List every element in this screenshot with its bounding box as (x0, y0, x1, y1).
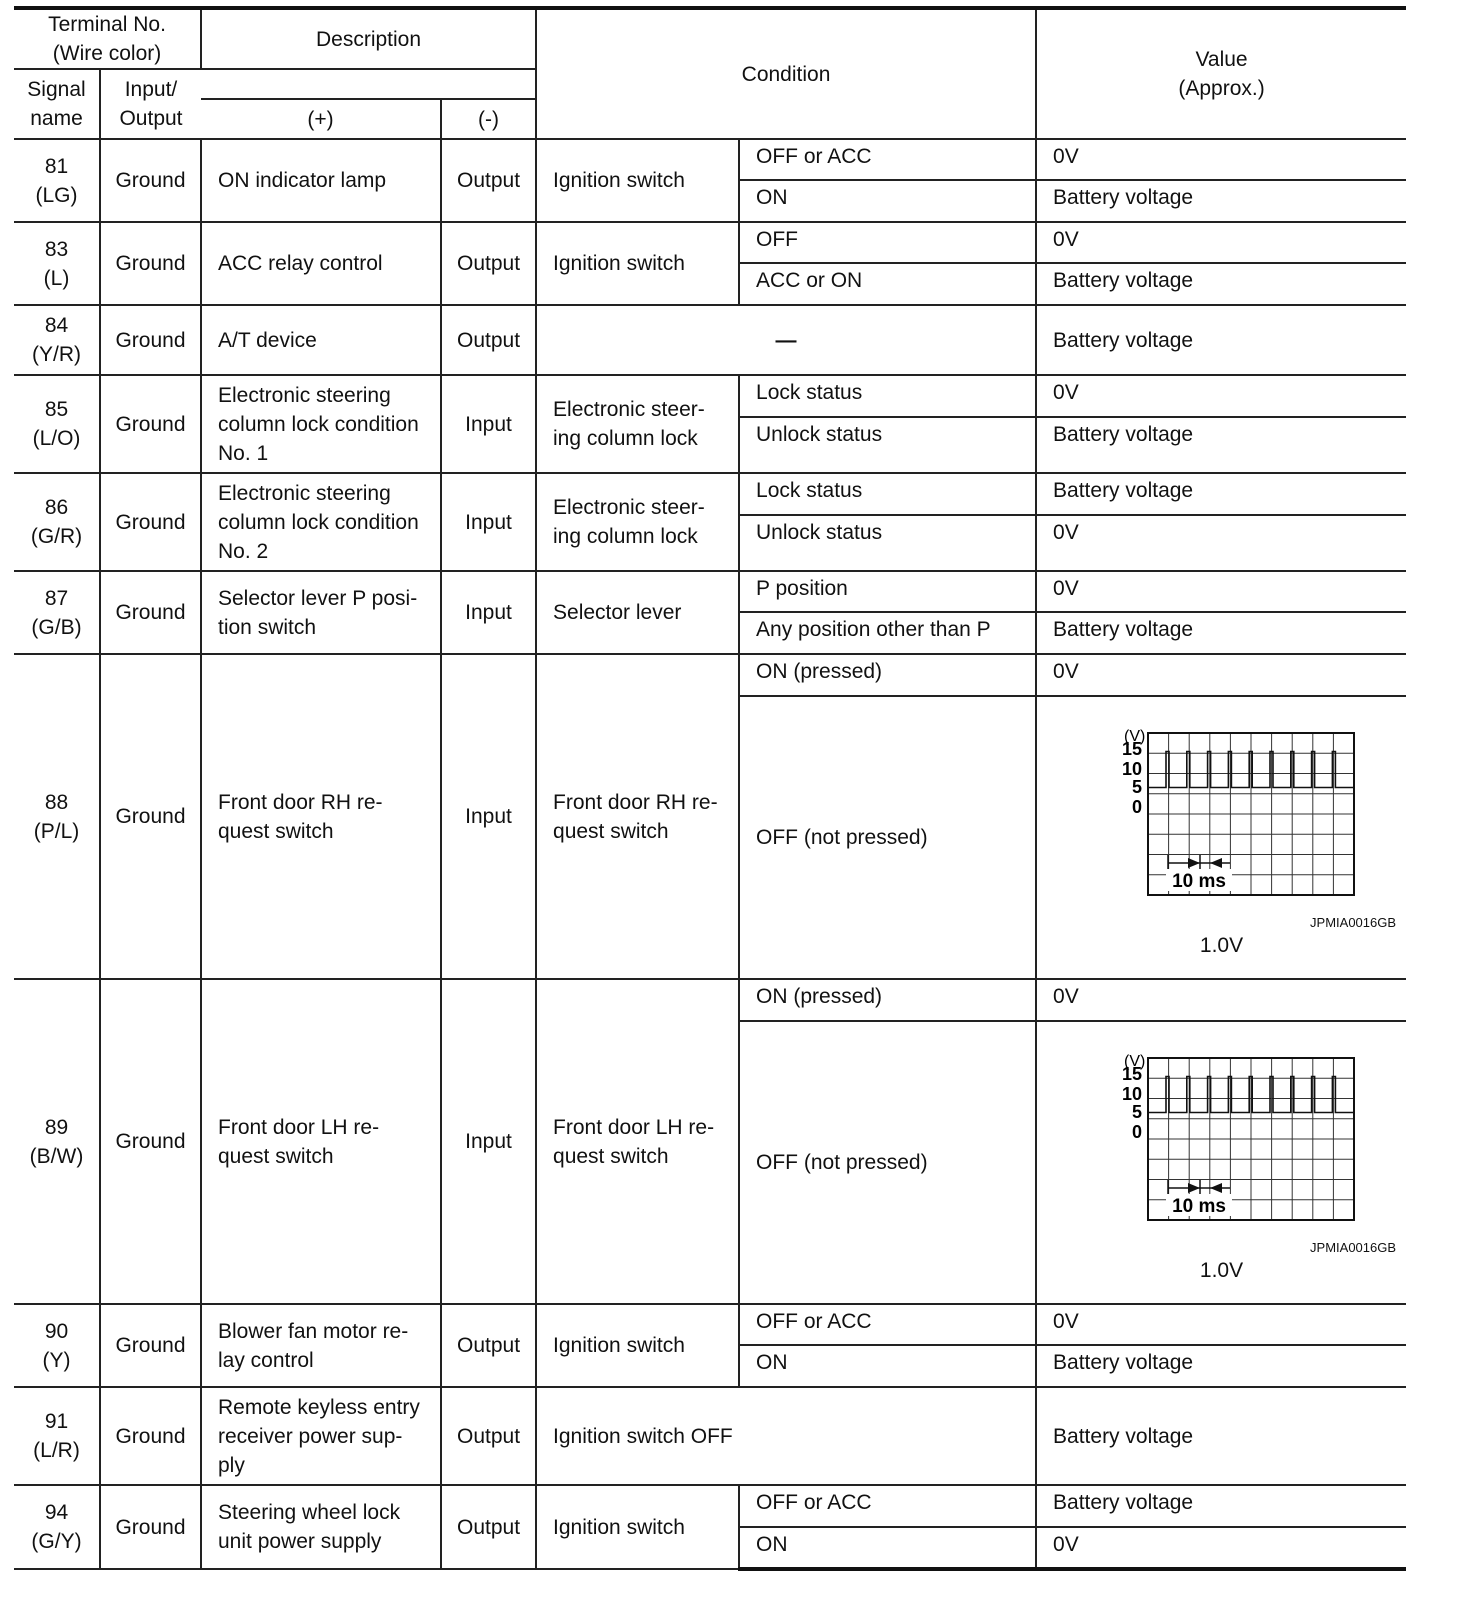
signal-name-line: Steering wheel lock (218, 1501, 401, 1524)
header-description: Description (201, 8, 536, 69)
value: Battery voltage (1036, 612, 1406, 654)
scope-unit-label: (V) (1123, 1053, 1145, 1070)
scope-tick-label: 5 (1131, 777, 1142, 797)
condition-state: OFF (not pressed) (739, 1021, 1036, 1304)
signal-name-line: receiver power sup- (218, 1424, 403, 1448)
scope-tick-label: 0 (1131, 1122, 1142, 1142)
terminal-cell (14, 1387, 100, 1485)
wire-color: (LG) (35, 183, 78, 207)
wire-color: (L/O) (32, 427, 81, 450)
terminal-cell (14, 979, 100, 1304)
scope-tick-label: 5 (1131, 1102, 1142, 1122)
figure-code: JPMIA0016GB (1310, 915, 1397, 930)
terminal-number: 94 (44, 1501, 69, 1524)
input-output: Output (441, 222, 536, 305)
table-row (14, 375, 1406, 417)
terminal-cell (14, 571, 100, 654)
header-minus-label: (-) (441, 99, 536, 139)
value: 0V (1036, 375, 1406, 417)
terminal-number: 83 (44, 237, 69, 261)
condition (536, 375, 739, 473)
minus-terminal: Ground (100, 1485, 201, 1569)
input-output: Input (441, 571, 536, 654)
header-condition: Condition (536, 8, 1036, 139)
wire-color: (G/R) (30, 525, 83, 548)
input-output: Input (441, 473, 536, 571)
scope-unit-label: (V) (1123, 728, 1145, 745)
terminal-cell (14, 139, 100, 222)
header-io-line2: Output (119, 107, 183, 130)
table-row (14, 1485, 1406, 1527)
signal-name-line: Selector lever P posi- (218, 586, 418, 610)
condition-state: ON (pressed) (739, 979, 1036, 1021)
terminal-number: 84 (44, 314, 69, 337)
wire-color: (Y/R) (32, 343, 81, 366)
wire-color: (L/R) (33, 1439, 80, 1462)
wire-color: (Y) (42, 1348, 71, 1372)
condition-state: Any position other than P (739, 612, 1036, 654)
figure-code: JPMIA0016GB (1310, 1240, 1397, 1255)
table-row (14, 222, 1406, 263)
table-row (14, 1387, 1406, 1485)
time-arrow-right (1188, 858, 1200, 868)
header-terminal-no: Terminal No. (48, 13, 166, 36)
terminal-cell (14, 305, 100, 375)
condition (536, 979, 739, 1304)
condition: Ignition switch (536, 222, 739, 305)
condition-state: ON (pressed) (739, 654, 1036, 696)
table-row (14, 1304, 1406, 1345)
scope-tick-label: 10 (1121, 1084, 1142, 1104)
value: Battery voltage (1036, 180, 1406, 222)
wire-color: (G/B) (31, 615, 82, 639)
value: 0V (1036, 979, 1406, 1021)
minus-terminal: Ground (100, 654, 201, 979)
input-output: Output (441, 1304, 536, 1387)
signal-name-line: No. 2 (218, 539, 269, 563)
signal-name-line: ply (218, 1453, 245, 1477)
input-output: Output (441, 1387, 536, 1485)
input-output: Output (441, 305, 536, 375)
input-output: Output (441, 139, 536, 222)
signal-name (201, 1485, 441, 1569)
signal-name-line: quest switch (218, 819, 334, 843)
header-terminal (14, 8, 201, 69)
signal-name-line: Front door LH re- (218, 1115, 380, 1139)
condition-state: OFF or ACC (739, 1485, 1036, 1527)
condition: — (536, 305, 1036, 375)
minus-terminal: Ground (100, 473, 201, 571)
terminal-cell (14, 375, 100, 473)
condition-line: Electronic steer- (553, 496, 705, 519)
wire-color: (L) (43, 266, 70, 290)
time-arrow-right (1188, 1183, 1200, 1193)
header-value-line2: (Approx.) (1178, 77, 1265, 100)
table-row (14, 571, 1406, 612)
scope-tick-label: 0 (1131, 797, 1142, 817)
terminal-number: 86 (44, 496, 69, 519)
minus-terminal: Ground (100, 375, 201, 473)
signal-name-line: Electronic steering (218, 481, 391, 505)
terminal-cell (14, 222, 100, 305)
value: 0V (1036, 1527, 1406, 1569)
wire-color: (B/W) (29, 1144, 84, 1168)
table-header (14, 8, 1406, 139)
terminal-number: 89 (44, 1115, 69, 1139)
input-output: Input (441, 654, 536, 979)
condition-state: ON (739, 1345, 1036, 1387)
condition-state: Lock status (739, 375, 1036, 417)
condition-state: Lock status (739, 473, 1036, 515)
signal-name-line: Blower fan motor re- (218, 1319, 409, 1343)
value: Battery voltage (1036, 263, 1406, 305)
minus-terminal: Ground (100, 305, 201, 375)
header-input-output (100, 69, 201, 139)
table-row (14, 979, 1406, 1021)
signal-name-line: Electronic steering (218, 383, 391, 407)
time-label: 10 ms (1171, 871, 1226, 892)
signal-name (201, 473, 441, 571)
condition: Ignition switch (536, 1304, 739, 1387)
terminal-number: 91 (44, 1410, 69, 1433)
table-row (14, 473, 1406, 515)
condition-line: ing column lock (553, 427, 698, 450)
minus-terminal: Ground (100, 1387, 201, 1485)
terminal-number: 90 (44, 1319, 69, 1343)
condition (536, 473, 739, 571)
time-arrow-left (1210, 1183, 1222, 1193)
value: 0V (1036, 515, 1406, 571)
wire-color: (P/L) (33, 819, 80, 843)
scope-tick-label: 15 (1121, 1064, 1142, 1084)
table-row (14, 139, 1406, 180)
signal-name: ACC relay control (201, 222, 441, 305)
signal-name (201, 571, 441, 654)
header-wire-color: (Wire color) (52, 42, 162, 65)
condition-state: OFF or ACC (739, 1304, 1036, 1345)
condition-line: quest switch (553, 819, 669, 843)
signal-name: ON indicator lamp (201, 139, 441, 222)
signal-name-line: unit power supply (218, 1530, 382, 1553)
signal-name (201, 979, 441, 1304)
signal-name-line: Front door RH re- (218, 790, 383, 814)
condition: Selector lever (536, 571, 739, 654)
condition-state: OFF or ACC (739, 139, 1036, 180)
signal-name (201, 1387, 441, 1485)
time-arrow-left (1210, 858, 1222, 868)
terminal-number: 87 (44, 586, 69, 610)
signal-name-line: No. 1 (218, 441, 269, 465)
signal-name-line: column lock condition (218, 412, 419, 436)
table-row (14, 305, 1406, 375)
condition-state: Unlock status (739, 417, 1036, 473)
signal-name-line: quest switch (218, 1144, 334, 1168)
signal-name (201, 1304, 441, 1387)
header-signal-name: Signal name (14, 69, 100, 139)
minus-terminal: Ground (100, 979, 201, 1304)
condition-state: OFF (739, 222, 1036, 263)
input-output: Input (441, 979, 536, 1304)
signal-name-line: column lock condition (218, 510, 419, 534)
condition (536, 654, 739, 979)
condition-line: quest switch (553, 1144, 669, 1168)
terminal-cell (14, 654, 100, 979)
value (1036, 1021, 1406, 1304)
scope-value: 1.0V (1199, 1259, 1244, 1282)
condition-state: ON (739, 180, 1036, 222)
condition-line: ing column lock (553, 525, 698, 548)
terminal-cell (14, 1485, 100, 1569)
input-output: Input (441, 375, 536, 473)
scope-tick-label: 10 (1121, 759, 1142, 779)
condition-state: OFF (not pressed) (739, 696, 1036, 979)
value: 0V (1036, 654, 1406, 696)
value: Battery voltage (1036, 1387, 1406, 1485)
value: 0V (1036, 139, 1406, 180)
terminal-number: 88 (44, 790, 69, 814)
condition-line: Front door RH re- (553, 790, 718, 814)
terminal-cell (14, 1304, 100, 1387)
signal-name-line: lay control (218, 1348, 314, 1372)
value: 0V (1036, 1304, 1406, 1345)
value: Battery voltage (1036, 473, 1406, 515)
condition: Ignition switch OFF (536, 1387, 1036, 1485)
condition-state: ACC or ON (739, 263, 1036, 305)
signal-name (201, 375, 441, 473)
minus-terminal: Ground (100, 571, 201, 654)
value: 0V (1036, 571, 1406, 612)
condition-line: Electronic steer- (553, 398, 705, 421)
signal-name-line: Remote keyless entry (218, 1395, 420, 1419)
signal-name (201, 654, 441, 979)
minus-terminal: Ground (100, 139, 201, 222)
condition: Ignition switch (536, 1485, 739, 1569)
terminal-table (14, 6, 1406, 1571)
time-label: 10 ms (1171, 1196, 1226, 1217)
condition: Ignition switch (536, 139, 739, 222)
signal-name: A/T device (201, 305, 441, 375)
signal-name-line: tion switch (218, 615, 317, 639)
value: Battery voltage (1036, 417, 1406, 473)
header-plus-label: (+) (201, 99, 441, 139)
header-value-line1: Value (1195, 48, 1248, 71)
minus-terminal: Ground (100, 222, 201, 305)
wire-color: (G/Y) (31, 1530, 82, 1553)
terminal-number: 85 (44, 398, 69, 421)
table-row (14, 654, 1406, 696)
value: Battery voltage (1036, 1345, 1406, 1387)
minus-terminal: Ground (100, 1304, 201, 1387)
terminal-number: 81 (44, 154, 69, 178)
input-output: Output (441, 1485, 536, 1569)
terminal-cell (14, 473, 100, 571)
value (1036, 696, 1406, 979)
oscilloscope-waveform (1072, 1042, 1372, 1242)
scope-value: 1.0V (1199, 934, 1244, 957)
scope-tick-label: 15 (1121, 739, 1142, 759)
oscilloscope-waveform (1072, 717, 1372, 917)
condition-state: P position (739, 571, 1036, 612)
value: 0V (1036, 222, 1406, 263)
table-body (14, 139, 1406, 1569)
header-value (1036, 8, 1406, 139)
condition-state: Unlock status (739, 515, 1036, 571)
value: Battery voltage (1036, 305, 1406, 375)
condition-state: ON (739, 1527, 1036, 1569)
value: Battery voltage (1036, 1485, 1406, 1527)
header-io-line1: Input/ (124, 78, 178, 101)
condition-line: Front door LH re- (553, 1115, 715, 1139)
